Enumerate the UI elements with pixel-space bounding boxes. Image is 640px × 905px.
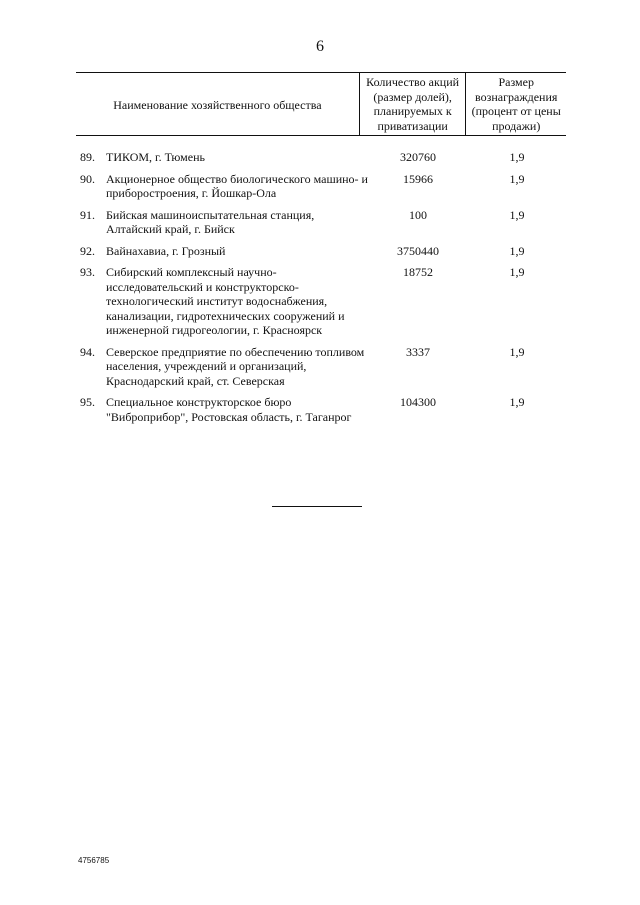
table-row — [76, 172, 566, 201]
table-row — [76, 395, 566, 424]
table-header — [76, 72, 566, 136]
shares-quantity: 18752 — [403, 265, 433, 279]
fee-percent: 1,9 — [509, 395, 525, 409]
company-name: Специальное конструкторское бюро "Виброприбор", Ростовская область, г. Таганрог — [106, 395, 352, 424]
shares-quantity: 3750440 — [397, 243, 439, 258]
company-name: ТИКОМ, г. Тюмень — [106, 150, 205, 164]
row-number: 94. — [80, 344, 95, 359]
table-row — [76, 244, 566, 259]
table-row — [76, 208, 566, 237]
header-shares-quantity: Количество акций (размер долей), планируемых к приватизации — [359, 73, 466, 135]
document-code: 4756785 — [78, 856, 110, 865]
table-row — [76, 345, 566, 389]
row-number: 93. — [80, 265, 95, 279]
header-fee-size: Размер вознаграждения (процент от цены продажи) — [465, 73, 566, 135]
privatization-table — [76, 72, 566, 431]
fee-percent: 1,9 — [509, 150, 525, 164]
company-name: Бийская машиноиспытательная станция, Алтайский край, г. Бийск — [106, 207, 315, 236]
company-name: Вайнахавиа, г. Грозный — [106, 243, 226, 258]
fee-percent: 1,9 — [509, 207, 525, 222]
end-divider — [272, 506, 362, 507]
shares-quantity: 104300 — [400, 395, 436, 409]
row-number: 91. — [80, 207, 95, 222]
fee-percent: 1,9 — [509, 344, 525, 359]
shares-quantity: 320760 — [400, 150, 436, 164]
table-row — [76, 150, 566, 165]
header-company-name: Наименование хозяйственного общества — [113, 97, 322, 112]
fee-percent: 1,9 — [509, 265, 525, 279]
row-number: 92. — [80, 243, 95, 258]
fee-percent: 1,9 — [509, 171, 525, 186]
row-number: 90. — [80, 171, 95, 186]
shares-quantity: 15966 — [403, 171, 433, 186]
shares-quantity: 100 — [409, 207, 427, 222]
fee-percent: 1,9 — [509, 243, 525, 258]
table-body — [76, 150, 566, 424]
page-number: 6 — [316, 38, 324, 55]
shares-quantity: 3337 — [406, 344, 430, 359]
row-number: 95. — [80, 395, 95, 409]
company-name: Сибирский комплексный научно-исследовательский и конструкторско-технологический институт водоснабжения, канализации, гидротехнических сооружений и инженерной гидрогеологии, г. Красноярск — [106, 265, 345, 337]
table-row — [76, 265, 566, 338]
company-name: Северское предприятие по обеспечению топливом населения, учреждений и организаций, Краснодарский край, ст. Северская — [106, 344, 365, 388]
row-number: 89. — [80, 150, 95, 164]
company-name: Акционерное общество биологического машино- и приборостроения, г. Йошкар-Ола — [106, 171, 368, 200]
